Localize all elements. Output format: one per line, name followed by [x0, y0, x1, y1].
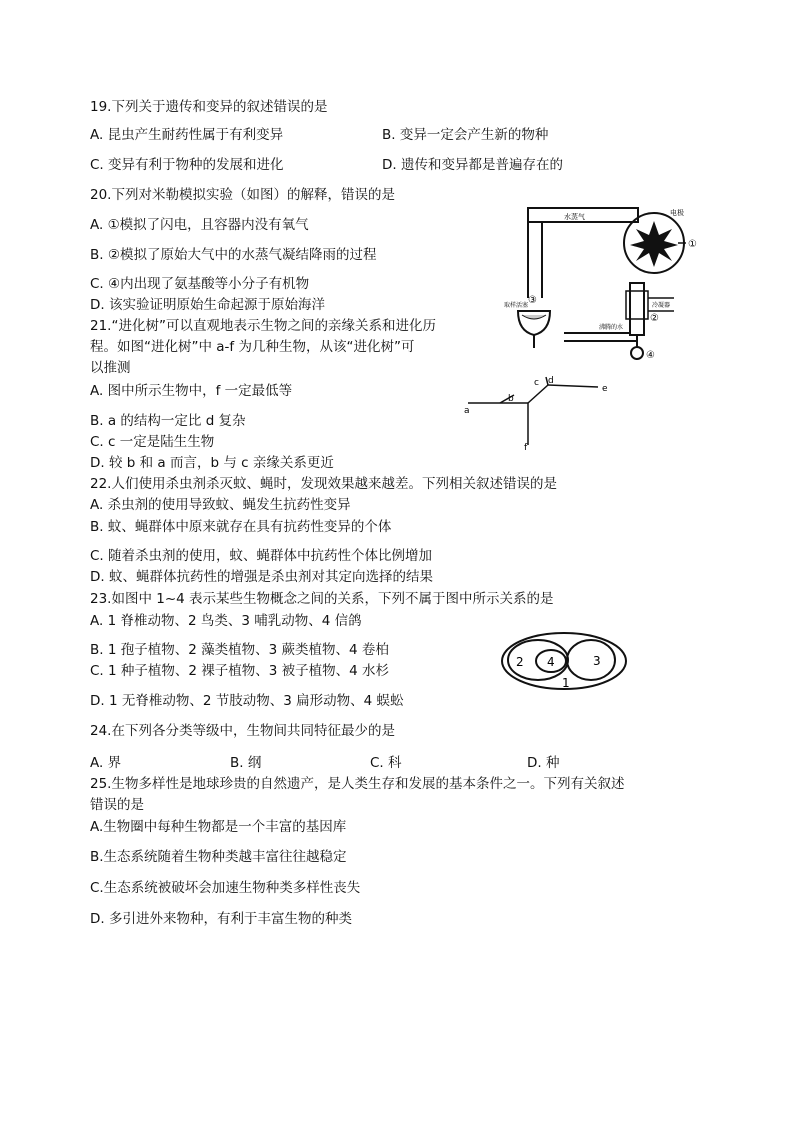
- q22-stem: 22.人们使用杀虫剂杀灭蚊、蝇时，发现效果越来越差。下列相关叙述错误的是: [90, 476, 557, 492]
- tree-label-d: d: [548, 376, 554, 386]
- q19-stem: 19.下列关于遗传和变异的叙述错误的是: [90, 99, 328, 115]
- q21-stem-line-3: 以推测: [90, 360, 131, 376]
- q21-stem-line-2: 程。如图“进化树”中 a-f 为几种生物，从该“进化树”可: [90, 339, 415, 355]
- miller-experiment-figure: [504, 203, 704, 363]
- venn-label-2: 2: [516, 655, 524, 669]
- q19-option-c: C. 变异有利于物种的发展和进化: [90, 157, 284, 173]
- tree-label-b: b: [508, 394, 514, 404]
- label-electrode: 电极: [670, 209, 684, 217]
- q23-stem: 23.如图中 1~4 表示某些生物概念之间的关系，下列不属于图中所示关系的是: [90, 591, 554, 607]
- q21-option-c: C. c 一定是陆生生物: [90, 434, 215, 450]
- label-cool: 冷凝器: [652, 302, 671, 309]
- q21-option-b: B. a 的结构一定比 d 复杂: [90, 413, 246, 429]
- q24-option-d: D. 种: [527, 755, 560, 771]
- tree-label-f: f: [524, 443, 528, 450]
- q20-option-a: A. ①模拟了闪电，且容器内没有氧气: [90, 217, 309, 233]
- q22-option-d: D. 蚊、蝇群体抗药性的增强是杀虫剂对其定向选择的结果: [90, 569, 433, 585]
- q24-option-c: C. 科: [370, 755, 402, 771]
- q21-option-a: A. 图中所示生物中，f 一定最低等: [90, 383, 293, 399]
- q24-stem: 24.在下列各分类等级中，生物间共同特征最少的是: [90, 723, 395, 739]
- q21-stem-line-1: 21.“进化树”可以直观地表示生物之间的亲缘关系和进化历: [90, 318, 436, 334]
- venn-label-1: 1: [562, 676, 570, 690]
- q25-option-c: C.生态系统被破坏会加速生物种类多样性丧失: [90, 880, 361, 896]
- q25-stem-line-2: 错误的是: [90, 797, 144, 813]
- label-boil: 沸腾的水: [599, 324, 624, 331]
- q24-option-b: B. 纲: [230, 755, 262, 771]
- num-4: ④: [646, 350, 655, 361]
- label-vapor: 水蒸气: [564, 213, 585, 221]
- q23-option-b: B. 1 孢子植物、2 藻类植物、3 蕨类植物、4 卷柏: [90, 642, 389, 658]
- num-3: ③: [528, 295, 537, 306]
- q20-option-b: B. ②模拟了原始大气中的水蒸气凝结降雨的过程: [90, 247, 377, 263]
- evolution-tree-figure: [460, 375, 620, 450]
- q23-option-d: D. 1 无脊椎动物、2 节肢动物、3 扁形动物、4 蜈蚣: [90, 693, 404, 709]
- q22-option-a: A. 杀虫剂的使用导致蚊、蝇发生抗药性变异: [90, 497, 351, 513]
- tree-label-e: e: [602, 384, 608, 394]
- venn-diagram-figure: [500, 630, 630, 692]
- tree-label-c: c: [534, 378, 539, 388]
- q23-option-c: C. 1 种子植物、2 裸子植物、3 被子植物、4 水杉: [90, 663, 390, 679]
- num-1: ①: [688, 239, 697, 250]
- venn-label-4: 4: [547, 655, 555, 669]
- q20-option-c: C. ④内出现了氨基酸等小分子有机物: [90, 276, 310, 292]
- q24-option-a: A. 界: [90, 755, 122, 771]
- q25-option-b: B.生态系统随着生物种类越丰富往往越稳定: [90, 849, 347, 865]
- q23-option-a: A. 1 脊椎动物、2 鸟类、3 哺乳动物、4 信鸽: [90, 613, 362, 629]
- q22-option-c: C. 随着杀虫剂的使用，蚊、蝇群体中抗药性个体比例增加: [90, 548, 433, 564]
- q20-stem: 20.下列对米勒模拟实验（如图）的解释，错误的是: [90, 187, 395, 203]
- q25-option-a: A.生物圈中每种生物都是一个丰富的基因库: [90, 819, 347, 835]
- q19-option-d: D. 遗传和变异都是普遍存在的: [382, 157, 563, 173]
- label-drain: 取样活塞: [504, 302, 529, 309]
- q25-option-d: D. 多引进外来物种，有利于丰富生物的种类: [90, 911, 352, 927]
- q21-option-d: D. 较 b 和 a 而言，b 与 c 亲缘关系更近: [90, 455, 334, 471]
- tree-label-a: a: [464, 406, 470, 416]
- q19-option-a: A. 昆虫产生耐药性属于有利变异: [90, 127, 284, 143]
- venn-label-3: 3: [593, 654, 601, 668]
- q20-option-d: D. 该实验证明原始生命起源于原始海洋: [90, 297, 325, 313]
- q22-option-b: B. 蚊、蝇群体中原来就存在具有抗药性变异的个体: [90, 519, 392, 535]
- q19-option-b: B. 变异一定会产生新的物种: [382, 127, 549, 143]
- num-2: ②: [650, 313, 659, 324]
- q25-stem-line-1: 25.生物多样性是地球珍贵的自然遗产，是人类生存和发展的基本条件之一。下列有关叙述: [90, 776, 625, 792]
